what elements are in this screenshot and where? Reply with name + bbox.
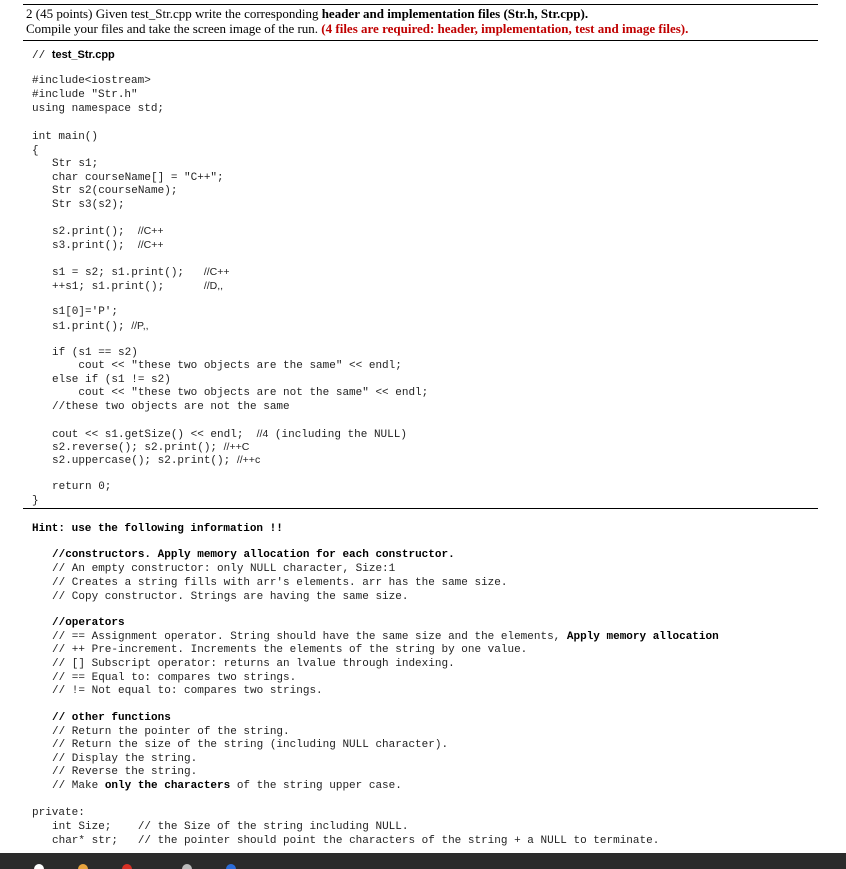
hint-line (52, 549, 455, 562)
code-comment: //C++ (137, 239, 164, 251)
code-text: s3.print(); (52, 240, 138, 252)
code-line: Str s1; (52, 158, 99, 170)
required-files-text: (4 files are required: header, implementation, test and image files). (321, 21, 689, 36)
file-name-comment (32, 49, 115, 63)
code-line (52, 454, 260, 468)
hint-line (52, 631, 719, 644)
code-line: using namespace std; (32, 103, 165, 115)
code-line: } (32, 495, 39, 507)
code-text: ++s1; s1.print(); (52, 281, 204, 293)
hint-emphasis: Apply memory allocation (566, 631, 719, 643)
section-title: //constructors. (52, 549, 158, 561)
code-line: Str s2(courseName); (52, 185, 178, 197)
code-line (52, 441, 249, 455)
member-comment: // the pointer should point the characters of the string + a NULL to terminate. (137, 835, 660, 847)
code-text: s1.print(); (52, 321, 132, 333)
hint-line: // == Equal to: compares two strings. (52, 672, 297, 684)
code-line: return 0; (52, 481, 112, 493)
code-line (52, 266, 230, 280)
code-text: cout << s1.getSize() << endl; (52, 429, 257, 441)
hint-line: // ++ Pre-increment. Increments the elements of the string by one value. (52, 644, 528, 656)
code-text: s2.reverse(); s2.print(); (52, 442, 224, 454)
code-line (52, 239, 164, 253)
taskbar-app-icon[interactable] (122, 864, 132, 869)
compile-text: Compile your files and take the screen image of the run. (26, 21, 322, 36)
hint-line (52, 780, 402, 793)
hint-line: // Return the pointer of the string. (52, 726, 290, 738)
code-line: int main() (32, 131, 99, 143)
hint-text: // Make (52, 780, 105, 792)
top-rule (23, 4, 818, 5)
code-line: { (32, 145, 39, 157)
code-comment: //C++ (137, 225, 164, 237)
hint-line: // Reverse the string. (52, 766, 198, 778)
code-comment: //4 (256, 428, 269, 440)
code-text: s2.uppercase(); s2.print(); (52, 455, 237, 467)
code-line: //these two objects are not the same (52, 401, 290, 413)
code-line: Str s3(s2); (52, 199, 125, 211)
member-comment: // the Size of the string including NULL. (137, 821, 409, 833)
section-title-emphasis: Apply memory allocation for each constructor. (157, 549, 455, 561)
taskbar-app-icon[interactable] (182, 864, 192, 869)
hint-text: of the string upper case. (230, 780, 402, 792)
hint-line: // != Not equal to: compares two strings. (52, 685, 323, 697)
code-line: if (s1 == s2) (52, 347, 138, 359)
code-comment: //D,, (203, 280, 224, 292)
code-text: s2.print(); (52, 226, 138, 238)
divider (23, 508, 818, 509)
hint-line: // [] Subscript operator: returns an lvalue through indexing. (52, 658, 455, 670)
file-name: test_Str.cpp (51, 49, 115, 61)
question-line-1 (26, 6, 588, 22)
code-comment: //++c (236, 454, 261, 466)
hint-text: // == Assignment operator. String should have the same size and the elements, (52, 631, 567, 643)
member-decl: int Size; (52, 821, 138, 833)
private-label: private: (32, 807, 85, 819)
hint-line: // Display the string. (52, 753, 198, 765)
code-line: char courseName[] = "C++"; (52, 172, 224, 184)
code-line (52, 280, 223, 294)
code-line: #include "Str.h" (32, 89, 138, 101)
question-text: 2 (45 points) Given test_Str.cpp write the corresponding (26, 6, 322, 21)
code-line: #include<iostream> (32, 75, 151, 87)
code-line (52, 428, 407, 442)
code-line (52, 225, 164, 239)
code-line: else if (s1 != s2) (52, 374, 171, 386)
code-comment: //C++ (203, 266, 230, 278)
question-bold-text: header and implementation files (Str.h, Str.cpp). (321, 6, 589, 21)
code-line: cout << "these two objects are not the same" << endl; (52, 387, 429, 399)
code-comment: //++C (223, 441, 250, 453)
taskbar-app-icon[interactable] (34, 864, 44, 869)
code-line: cout << "these two objects are the same" << endl; (52, 360, 402, 372)
hint-line: // Creates a string fills with arr's elements. arr has the same size. (52, 577, 508, 589)
hint-line: // Copy constructor. Strings are having the same size. (52, 591, 409, 603)
hint-title: Hint: use the following information !! (32, 523, 283, 535)
hint-section-title: // other functions (52, 712, 171, 724)
hint-line: // Return the size of the string (including NULL character). (52, 739, 449, 751)
taskbar-app-icon[interactable] (226, 864, 236, 869)
taskbar-app-icon[interactable] (78, 864, 88, 869)
divider (23, 40, 818, 41)
code-line: s1[0]='P'; (52, 306, 119, 318)
hint-line: // An empty constructor: only NULL character, Size:1 (52, 563, 396, 575)
taskbar (0, 853, 846, 869)
code-comment-note: (including the NULL) (268, 429, 407, 441)
hint-line (52, 835, 659, 848)
code-comment: //P,, (131, 320, 149, 332)
code-line (52, 320, 149, 334)
hint-emphasis: only the characters (104, 780, 231, 792)
question-line-2 (26, 21, 688, 37)
comment-prefix: // (32, 50, 52, 62)
hint-line (52, 821, 408, 834)
member-decl: char* str; (52, 835, 138, 847)
code-text: s1 = s2; s1.print(); (52, 267, 204, 279)
hint-section-title: //operators (52, 617, 125, 629)
